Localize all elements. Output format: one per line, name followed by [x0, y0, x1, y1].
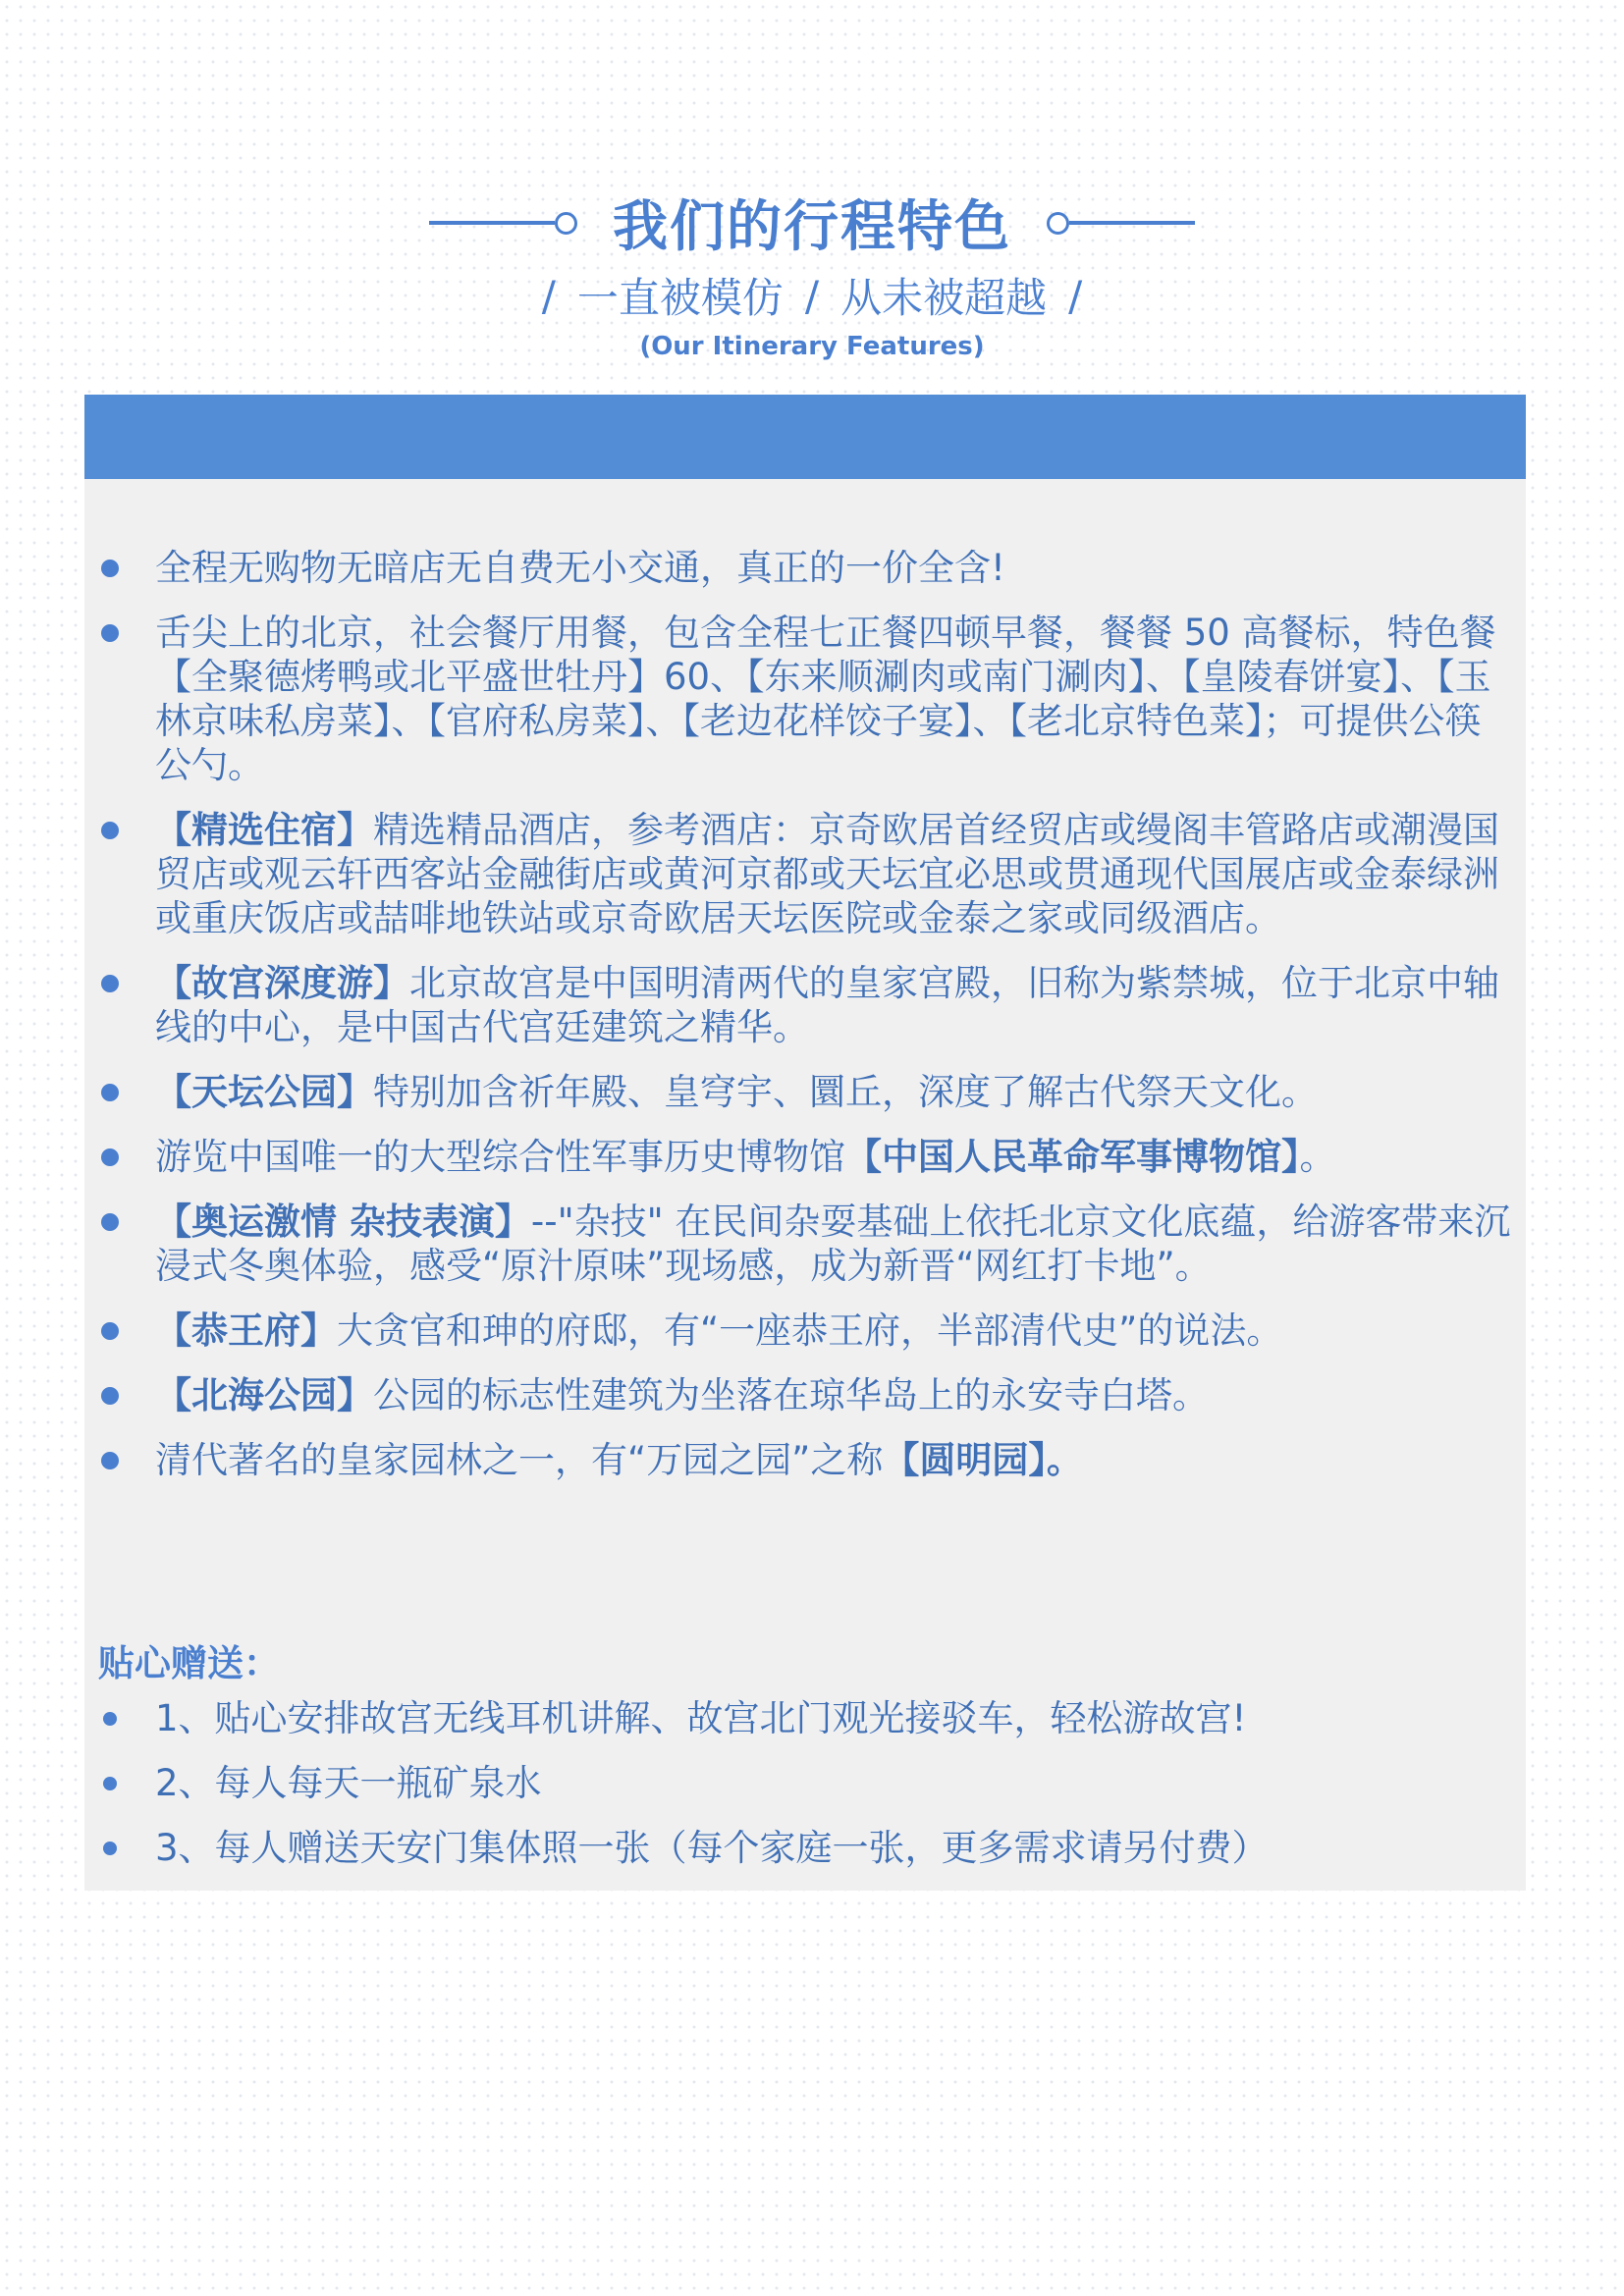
list-item: 【天坛公园】特别加含祈年殿、皇穹宇、圜丘，深度了解古代祭天文化。 — [84, 1070, 1526, 1114]
bullet-icon — [101, 1148, 119, 1166]
bullet-icon — [101, 1322, 119, 1340]
subtitle-slash: / — [804, 271, 820, 320]
bullet-icon — [103, 1712, 117, 1726]
decor-line — [1069, 221, 1195, 225]
subtitle-right: 从未被超越 — [840, 274, 1048, 322]
list-item: 2、每人每天一瓶矿泉水 — [84, 1761, 1526, 1805]
bullet-icon — [101, 1452, 119, 1469]
features-list — [84, 546, 1526, 1503]
bullet-icon — [101, 1387, 119, 1405]
list-item: 清代著名的皇家园林之一，有“万园之园”之称【圆明园】。 — [84, 1438, 1526, 1482]
title-right-decoration — [1047, 212, 1195, 235]
subtitle-slash: / — [1068, 271, 1083, 320]
list-item: 游览中国唯一的大型综合性军事历史博物馆【中国人民革命军事博物馆】。 — [84, 1135, 1526, 1179]
bullet-icon — [101, 1213, 119, 1231]
subtitle-slash: / — [541, 271, 556, 320]
list-item: 全程无购物无暗店无自费无小交通，真正的一价全含! — [84, 546, 1526, 590]
list-item: 【北海公园】公园的标志性建筑为坐落在琼华岛上的永安寺白塔。 — [84, 1373, 1526, 1417]
gifts-list — [84, 1696, 1526, 1891]
page-title: 我们的行程特色 — [613, 195, 1011, 259]
decor-ring-icon — [1047, 212, 1069, 235]
list-item: 【奥运激情 杂技表演】--"杂技" 在民间杂耍基础上依托北京文化底蕴，给游客带来沉浸式冬奥体验，感受“原汁原味”现场感，成为新晋“网红打卡地”。 — [84, 1200, 1526, 1288]
title-left-decoration — [429, 212, 577, 235]
bullet-icon — [101, 624, 119, 642]
english-subtitle: (Our Itinerary Features) — [639, 332, 985, 361]
list-item: 3、每人赠送天安门集体照一张（每个家庭一张，更多需求请另付费） — [84, 1826, 1526, 1870]
title-row — [0, 179, 1624, 267]
list-item: 1、贴心安排故宫无线耳机讲解、故宫北门观光接驳车，轻松游故宫! — [84, 1696, 1526, 1740]
page-header — [0, 167, 1624, 422]
bullet-icon — [103, 1842, 117, 1855]
bullet-icon — [101, 1084, 119, 1101]
decor-ring-icon — [555, 212, 577, 235]
bullet-icon — [101, 822, 119, 839]
bullet-icon — [103, 1777, 117, 1790]
subtitle-left: 一直被模仿 — [576, 274, 784, 322]
subtitle — [0, 263, 1624, 328]
list-item: 【精选住宿】精选精品酒店，参考酒店：京奇欧居首经贸店或缦阁丰管路店或潮漫国贸店或观云轩西客站金融街店或黄河京都或天坛宜必思或贯通现代国展店或金泰绿洲或重庆饭店或喆啡地铁站或京奇欧居天坛医院或金泰之家或同级酒店。 — [84, 808, 1526, 940]
list-item: 【恭王府】大贪官和珅的府邸，有“一座恭王府，半部清代史”的说法。 — [84, 1308, 1526, 1353]
decor-line — [429, 221, 555, 225]
section-header-bar — [84, 395, 1526, 479]
gifts-heading: 贴心赠送： — [98, 1642, 280, 1684]
bullet-icon — [101, 975, 119, 992]
features-panel — [84, 479, 1526, 1891]
bullet-icon — [101, 560, 119, 577]
list-item: 舌尖上的北京，社会餐厅用餐，包含全程七正餐四顿早餐，餐餐 50 高餐标，特色餐【全聚德烤鸭或北平盛世牡丹】60、【东来顺涮肉或南门涮肉】、【皇陵春饼宴】、【玉林京味私房菜】、【官府私房菜】、【老边花样饺子宴】、【老北京特色菜】；可提供公筷公勺。 — [84, 611, 1526, 787]
list-item: 【故宫深度游】北京故宫是中国明清两代的皇家宫殿，旧称为紫禁城，位于北京中轴线的中心，是中国古代宫廷建筑之精华。 — [84, 961, 1526, 1049]
